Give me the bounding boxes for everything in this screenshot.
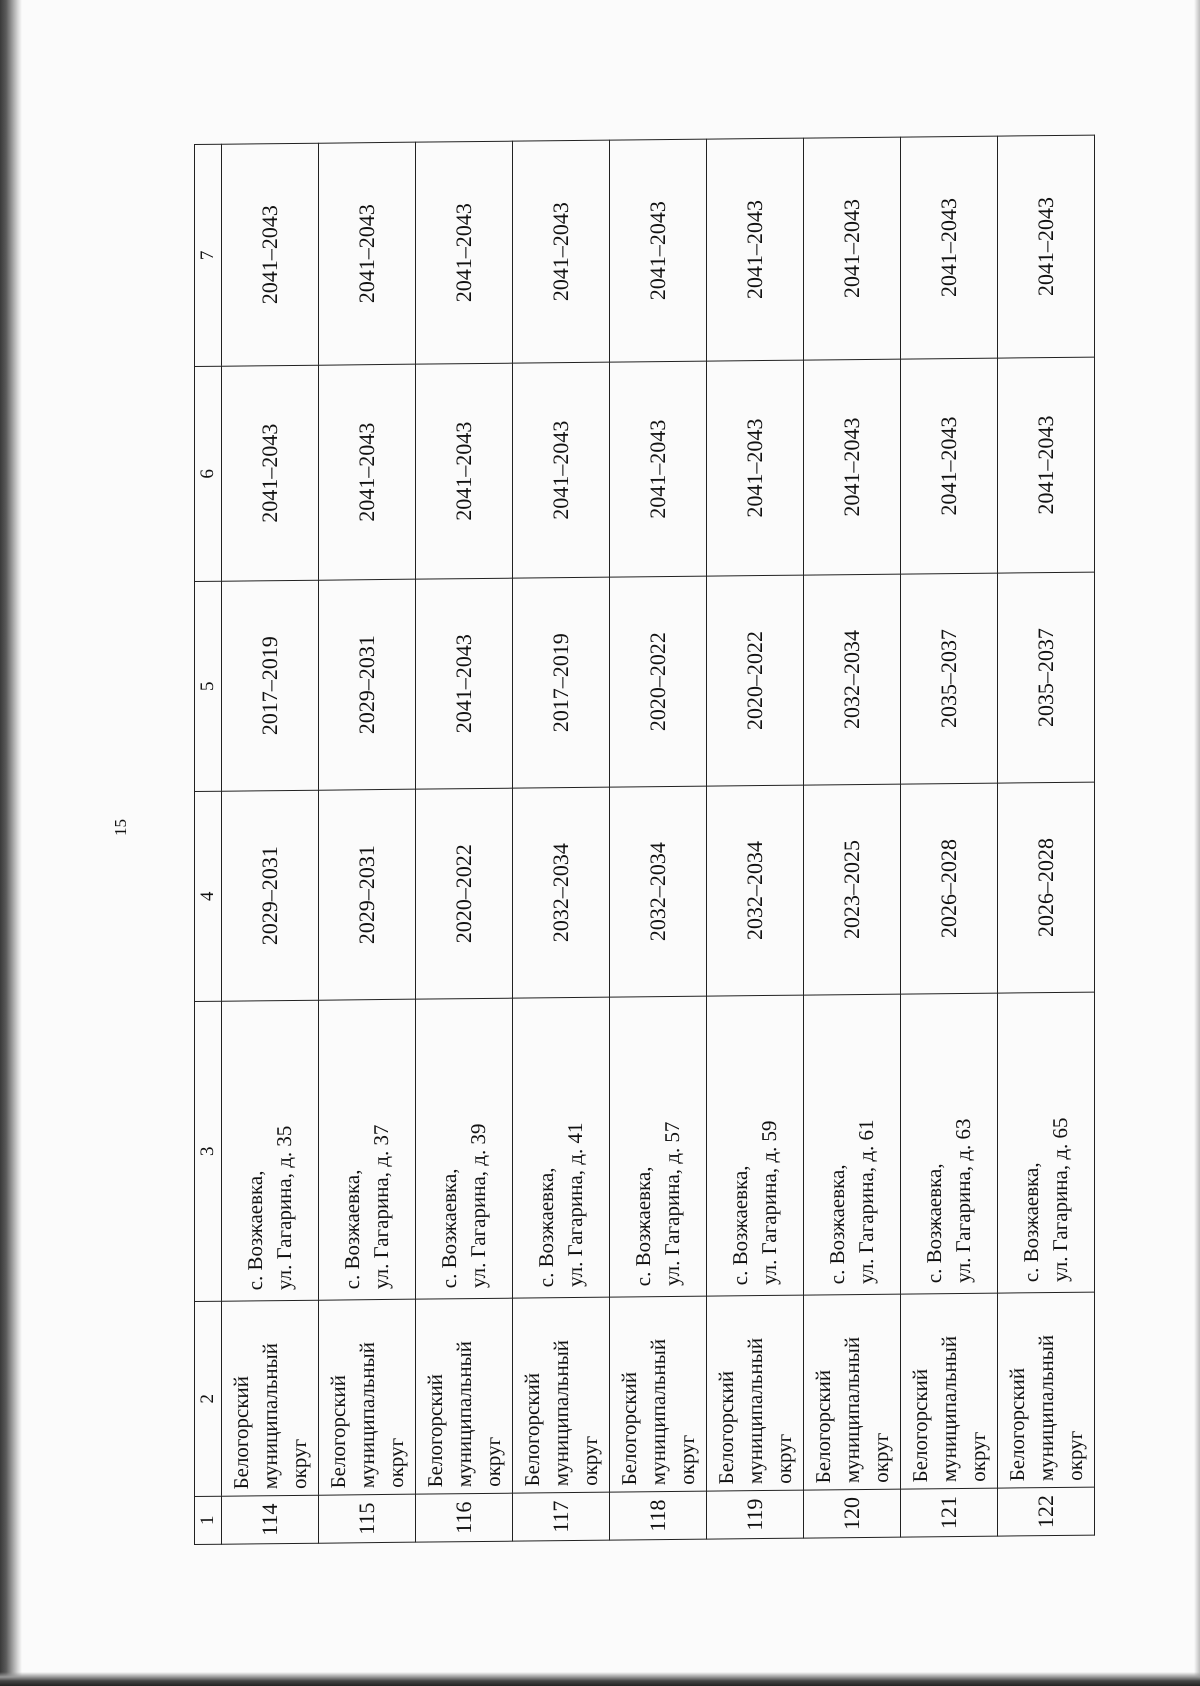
address-line: ул. Гагарина, д. 37 bbox=[369, 1124, 393, 1290]
district-line: Белогорский bbox=[616, 1371, 641, 1486]
district-line: округ bbox=[286, 1438, 311, 1490]
district-line: округ bbox=[771, 1433, 796, 1484]
district-cell bbox=[998, 1292, 1095, 1488]
row-number: 116 bbox=[416, 1493, 513, 1542]
period-col6: 2041–2043 bbox=[416, 363, 513, 579]
period-col4: 2023–2025 bbox=[804, 784, 901, 995]
district-line: Белогорский bbox=[713, 1370, 738, 1485]
schedule-table bbox=[194, 135, 1095, 1545]
period-col7: 2041–2043 bbox=[416, 141, 513, 364]
address-line: с. Возжаевка, bbox=[1019, 1162, 1043, 1283]
row-number: 117 bbox=[513, 1492, 610, 1541]
scan-bottom-edge-shadow bbox=[0, 1672, 1200, 1686]
address-cell bbox=[513, 997, 610, 1298]
district-line: Белогорский bbox=[1004, 1367, 1029, 1482]
address-cell bbox=[707, 995, 804, 1296]
address-line: с. Возжаевка, bbox=[825, 1164, 849, 1285]
district-cell bbox=[416, 1298, 513, 1494]
period-col7: 2041–2043 bbox=[998, 135, 1095, 358]
address-line: с. Возжаевка, bbox=[437, 1168, 461, 1289]
district-line: Белогорский bbox=[519, 1372, 544, 1487]
period-col7: 2041–2043 bbox=[610, 139, 707, 362]
district-cell bbox=[707, 1295, 804, 1491]
district-line: округ bbox=[480, 1436, 505, 1487]
period-col5: 2017–2019 bbox=[222, 580, 319, 791]
district-line: муниципальный bbox=[936, 1335, 961, 1483]
row-number: 121 bbox=[901, 1488, 998, 1537]
table-row bbox=[998, 135, 1095, 1536]
period-col6: 2041–2043 bbox=[610, 361, 707, 577]
address-line: ул. Гагарина, д. 63 bbox=[951, 1118, 975, 1284]
address-line: с. Возжаевка, bbox=[728, 1165, 752, 1286]
period-col5: 2041–2043 bbox=[416, 578, 513, 789]
period-col5: 2020–2022 bbox=[707, 575, 804, 786]
address-line: с. Возжаевка, bbox=[922, 1163, 946, 1284]
address-cell bbox=[901, 993, 998, 1294]
period-col6: 2041–2043 bbox=[901, 358, 998, 574]
row-number: 115 bbox=[319, 1494, 416, 1543]
period-col5: 2029–2031 bbox=[319, 579, 416, 790]
district-cell bbox=[804, 1294, 901, 1490]
column-header-1: 1 bbox=[195, 1496, 222, 1544]
column-header-4: 4 bbox=[195, 791, 222, 1001]
period-col6: 2041–2043 bbox=[513, 362, 610, 578]
row-number: 120 bbox=[804, 1489, 901, 1538]
period-col4: 2029–2031 bbox=[222, 790, 319, 1001]
district-line: округ bbox=[674, 1434, 699, 1485]
table-header-row bbox=[195, 144, 222, 1544]
address-cell bbox=[222, 1000, 319, 1301]
district-cell bbox=[319, 1299, 416, 1495]
district-line: муниципальный bbox=[839, 1336, 864, 1484]
address-line: с. Возжаевка, bbox=[631, 1166, 655, 1287]
district-line: муниципальный bbox=[742, 1337, 767, 1485]
table-row bbox=[416, 141, 513, 1542]
page-number: 15 bbox=[111, 819, 130, 836]
schedule-table-rotated bbox=[194, 136, 1094, 1545]
address-line: ул. Гагарина, д. 61 bbox=[854, 1119, 878, 1285]
address-line: ул. Гагарина, д. 41 bbox=[563, 1122, 587, 1288]
address-line: с. Возжаевка, bbox=[534, 1167, 558, 1288]
row-number: 122 bbox=[998, 1487, 1095, 1536]
period-col7: 2041–2043 bbox=[804, 137, 901, 360]
period-col4: 2032–2034 bbox=[707, 785, 804, 996]
period-col7: 2041–2043 bbox=[222, 143, 319, 366]
district-line: округ bbox=[383, 1437, 408, 1489]
scan-left-edge-shadow bbox=[0, 0, 22, 1686]
period-col5: 2020–2022 bbox=[610, 576, 707, 787]
period-col4: 2032–2034 bbox=[513, 787, 610, 998]
column-header-6: 6 bbox=[195, 366, 222, 581]
address-line: с. Возжаевка, bbox=[340, 1169, 364, 1290]
district-line: Белогорский bbox=[422, 1373, 447, 1488]
row-number: 119 bbox=[707, 1490, 804, 1539]
district-line: муниципальный bbox=[354, 1341, 379, 1489]
table-row bbox=[513, 140, 610, 1541]
table-row bbox=[707, 138, 804, 1539]
column-header-3: 3 bbox=[195, 1001, 222, 1301]
district-line: округ bbox=[577, 1435, 602, 1486]
table-row bbox=[319, 142, 416, 1543]
district-line: Белогорский bbox=[228, 1375, 253, 1490]
period-col6: 2041–2043 bbox=[998, 357, 1095, 573]
table-row bbox=[222, 143, 319, 1544]
period-col5: 2035–2037 bbox=[998, 572, 1095, 783]
period-col4: 2032–2034 bbox=[610, 786, 707, 997]
district-line: Белогорский bbox=[907, 1368, 932, 1483]
address-cell bbox=[610, 996, 707, 1297]
address-line: с. Возжаевка, bbox=[243, 1170, 267, 1291]
table-row bbox=[901, 136, 998, 1537]
district-line: муниципальный bbox=[645, 1338, 670, 1486]
table-row bbox=[804, 137, 901, 1538]
period-col7: 2041–2043 bbox=[901, 136, 998, 359]
address-cell bbox=[804, 994, 901, 1295]
row-number: 114 bbox=[222, 1495, 319, 1544]
row-number: 118 bbox=[610, 1491, 707, 1540]
period-col6: 2041–2043 bbox=[804, 359, 901, 575]
district-line: округ bbox=[965, 1431, 990, 1482]
address-line: ул. Гагарина, д. 59 bbox=[757, 1120, 781, 1286]
column-header-5: 5 bbox=[195, 581, 222, 791]
address-cell bbox=[998, 992, 1095, 1293]
district-line: муниципальный bbox=[451, 1340, 476, 1488]
address-line: ул. Гагарина, д. 65 bbox=[1048, 1117, 1072, 1283]
period-col5: 2017–2019 bbox=[513, 577, 610, 788]
address-cell bbox=[416, 998, 513, 1299]
table-row bbox=[610, 139, 707, 1540]
period-col7: 2041–2043 bbox=[707, 138, 804, 361]
period-col4: 2026–2028 bbox=[998, 782, 1095, 993]
column-header-2: 2 bbox=[195, 1301, 222, 1496]
period-col5: 2032–2034 bbox=[804, 574, 901, 785]
district-line: Белогорский bbox=[325, 1374, 350, 1489]
column-header-7: 7 bbox=[195, 144, 222, 366]
period-col4: 2020–2022 bbox=[416, 788, 513, 999]
district-cell bbox=[610, 1296, 707, 1492]
period-col7: 2041–2043 bbox=[513, 140, 610, 363]
district-line: округ bbox=[1062, 1430, 1087, 1481]
district-line: муниципальный bbox=[548, 1339, 573, 1487]
period-col6: 2041–2043 bbox=[222, 365, 319, 581]
district-line: округ bbox=[868, 1432, 893, 1483]
period-col6: 2041–2043 bbox=[707, 360, 804, 576]
period-col4: 2026–2028 bbox=[901, 783, 998, 994]
district-cell bbox=[222, 1300, 319, 1496]
address-line: ул. Гагарина, д. 57 bbox=[660, 1121, 684, 1287]
period-col4: 2029–2031 bbox=[319, 789, 416, 1000]
period-col6: 2041–2043 bbox=[319, 364, 416, 580]
district-line: муниципальный bbox=[1033, 1334, 1058, 1482]
address-line: ул. Гагарина, д. 39 bbox=[466, 1123, 490, 1289]
scan-right-edge-shadow bbox=[1194, 0, 1200, 1686]
period-col5: 2035–2037 bbox=[901, 573, 998, 784]
district-line: Белогорский bbox=[810, 1369, 835, 1484]
district-cell bbox=[901, 1293, 998, 1489]
address-line: ул. Гагарина, д. 35 bbox=[272, 1125, 296, 1291]
address-cell bbox=[319, 999, 416, 1300]
district-cell bbox=[513, 1297, 610, 1493]
table-body bbox=[222, 135, 1095, 1544]
period-col7: 2041–2043 bbox=[319, 142, 416, 365]
district-line: муниципальный bbox=[257, 1342, 282, 1490]
